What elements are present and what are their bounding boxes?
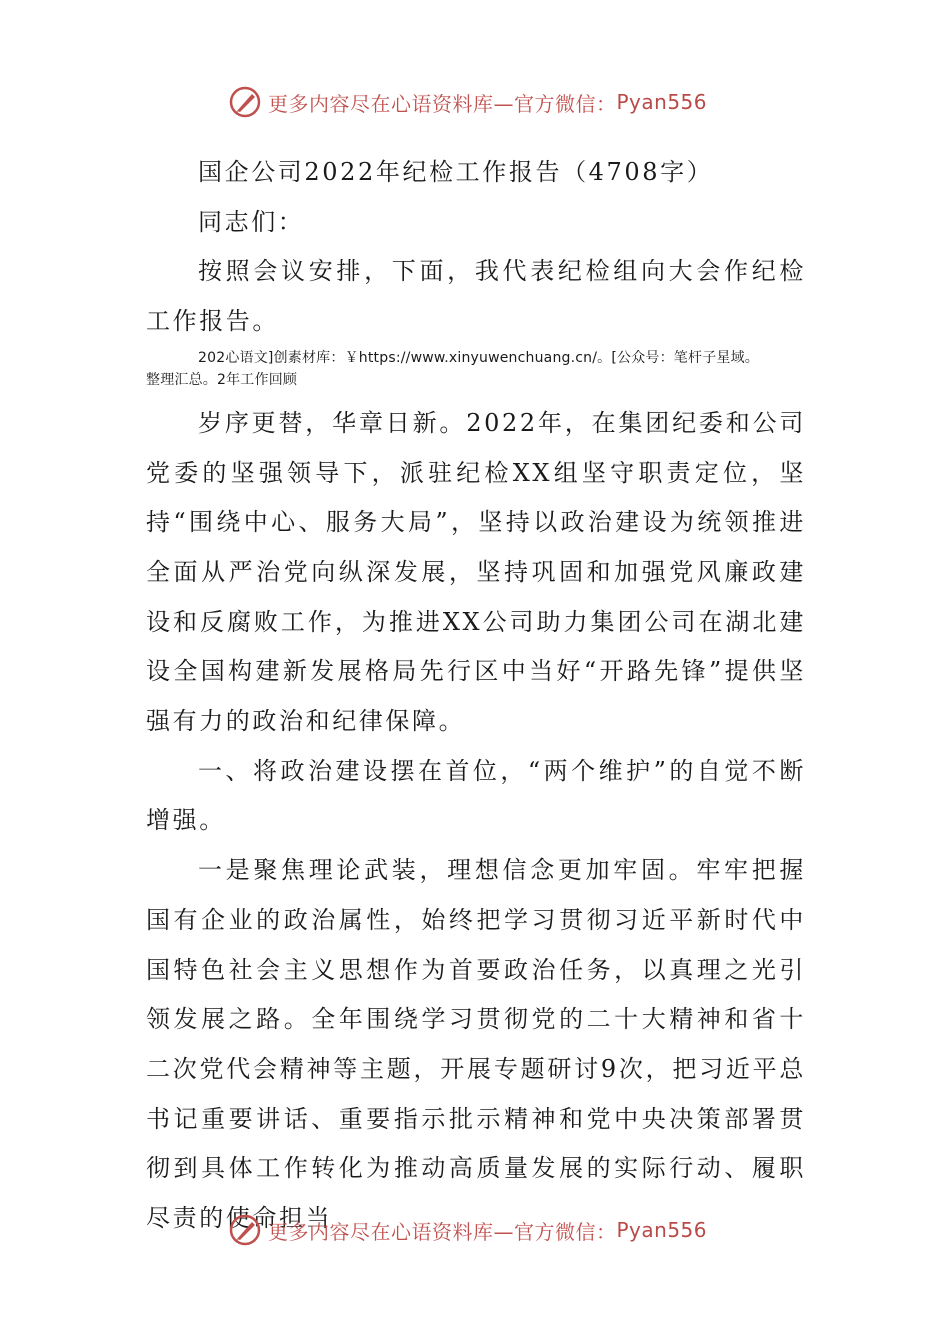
salutation: 同志们： (198, 207, 305, 236)
banner-wechat-id: Pyan556 (616, 90, 708, 114)
body-paragraph-1: 岁序更替，华章日新。2022年，在集团纪委和公司党委的坚强领导下，派驻纪检XX组坚守职责定位，坚持“围绕中心、服务大局”，坚持以政治建设为统领推进全面从严治党向纵深发展，坚持巩固和加强党风廉政建设和反腐败工作，为推进XX公司助力集团公司在湖北建设全国构建新发展格局先行区中当好“开路先锋”提供坚强有力的政治和纪律保障。 (146, 408, 806, 736)
banner-wechat-id: Pyan556 (616, 1218, 708, 1242)
quill-logo-icon (228, 85, 262, 119)
body-paragraph-2: 一是聚焦理论武装，理想信念更加牢固。牢牢把握国有企业的政治属性，始终把学习贯彻习近平新时代中国特色社会主义思想作为首要政治任务，以真理之光引领发展之路。全年围绕学习贯彻党的二十大精神和省十二次党代会精神等主题，开展专题研讨9次，把习近平总书记重要讲话、重要指示批示精神和党中央决策部署贯彻到具体工作转化为推动高质量发展的实际行动、履职尽责的使命担当 (146, 856, 806, 1233)
banner-text: 更多内容尽在心语资料库—官方微信： (268, 1219, 617, 1244)
document-body (146, 148, 806, 1244)
intro-paragraph: 按照会议安排，下面，我代表纪检组向大会作纪检工作报告。 (146, 257, 806, 336)
footer-banner (228, 1208, 748, 1252)
quill-logo-icon (228, 1213, 262, 1247)
header-banner (228, 80, 748, 124)
source-note-line-2: 整理汇总。2年工作回顾 (146, 371, 298, 388)
document-title: 国企公司2022年纪检工作报告（4708字） (198, 158, 714, 186)
section-heading-1: 一、将政治建设摆在首位，“两个维护”的自觉不断增强。 (146, 756, 806, 835)
banner-text: 更多内容尽在心语资料库—官方微信： (268, 91, 617, 116)
source-note-line-1: 202心语文]创素材库：￥https://www.xinyuwenchuang.cn/。[公众号：笔杆子星域。 (198, 349, 760, 366)
